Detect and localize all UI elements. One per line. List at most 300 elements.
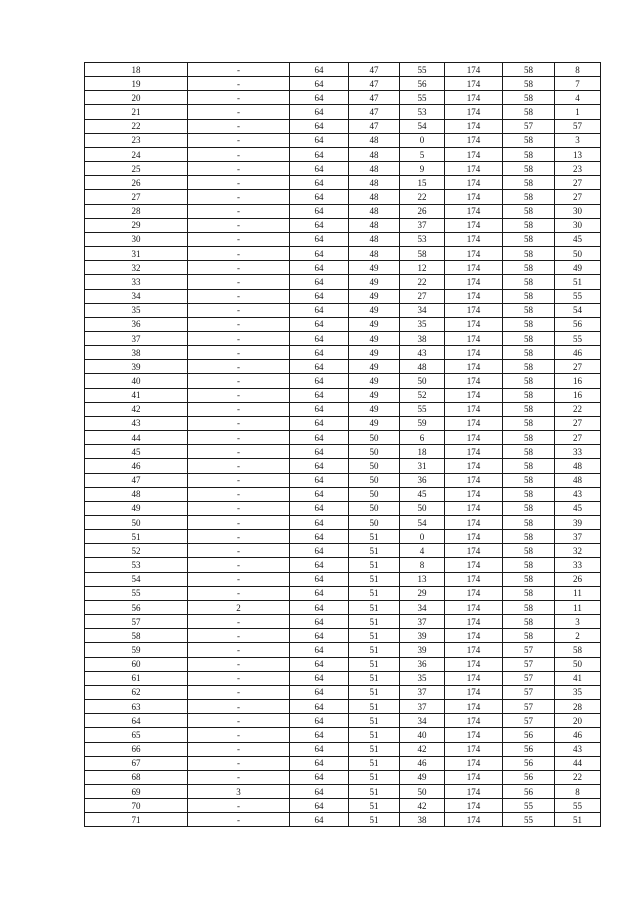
table-cell-col-e: 58 [503, 487, 555, 501]
table-cell-col-a: 64 [290, 204, 349, 218]
table-cell-col-a: 64 [290, 799, 349, 813]
table-cell-row-number: 33 [85, 275, 188, 289]
table-cell-col-f: 44 [555, 756, 601, 770]
table-cell-col-f: 46 [555, 728, 601, 742]
table-cell-col-e: 58 [503, 247, 555, 261]
table-cell-col-b: 47 [349, 91, 400, 105]
table-cell-col-e: 57 [503, 685, 555, 699]
table-cell-marker: 3 [188, 784, 290, 798]
table-cell-marker: - [188, 388, 290, 402]
table-cell-col-e: 58 [503, 261, 555, 275]
table-cell-col-d: 174 [445, 388, 503, 402]
table-cell-col-d: 174 [445, 558, 503, 572]
table-cell-col-c: 53 [400, 105, 445, 119]
table-cell-marker: - [188, 586, 290, 600]
table-cell-col-c: 50 [400, 501, 445, 515]
table-cell-col-f: 33 [555, 558, 601, 572]
table-cell-col-b: 51 [349, 615, 400, 629]
table-cell-col-f: 22 [555, 770, 601, 784]
table-row [85, 105, 601, 119]
table-cell-col-e: 57 [503, 657, 555, 671]
table-cell-col-d: 174 [445, 204, 503, 218]
table-cell-col-a: 64 [290, 530, 349, 544]
table-cell-col-c: 38 [400, 813, 445, 827]
table-cell-marker: - [188, 402, 290, 416]
table-cell-col-f: 2 [555, 629, 601, 643]
table-cell-col-f: 8 [555, 63, 601, 77]
table-row [85, 176, 601, 190]
table-cell-col-b: 47 [349, 63, 400, 77]
table-row [85, 162, 601, 176]
table-cell-col-b: 51 [349, 799, 400, 813]
table-cell-col-c: 35 [400, 671, 445, 685]
table-row [85, 147, 601, 161]
table-cell-col-f: 13 [555, 147, 601, 161]
table-cell-col-b: 48 [349, 204, 400, 218]
table-cell-col-d: 174 [445, 700, 503, 714]
table-cell-col-f: 3 [555, 615, 601, 629]
table-cell-col-b: 51 [349, 784, 400, 798]
table-cell-col-e: 57 [503, 643, 555, 657]
table-cell-row-number: 60 [85, 657, 188, 671]
table-cell-col-e: 58 [503, 558, 555, 572]
table-cell-col-d: 174 [445, 770, 503, 784]
table-cell-col-f: 57 [555, 119, 601, 133]
table-cell-col-e: 56 [503, 770, 555, 784]
table-cell-col-d: 174 [445, 615, 503, 629]
table-cell-row-number: 69 [85, 784, 188, 798]
table-cell-col-e: 58 [503, 204, 555, 218]
table-row [85, 331, 601, 345]
table-cell-col-c: 54 [400, 119, 445, 133]
table-cell-col-f: 51 [555, 813, 601, 827]
table-cell-row-number: 66 [85, 742, 188, 756]
table-cell-row-number: 65 [85, 728, 188, 742]
table-cell-col-e: 57 [503, 700, 555, 714]
table-cell-col-a: 64 [290, 190, 349, 204]
table-cell-col-a: 64 [290, 91, 349, 105]
table-cell-col-b: 51 [349, 700, 400, 714]
table-cell-col-e: 56 [503, 784, 555, 798]
table-cell-col-e: 58 [503, 572, 555, 586]
table-cell-col-c: 59 [400, 416, 445, 430]
table-row [85, 232, 601, 246]
table-cell-col-c: 43 [400, 346, 445, 360]
table-cell-col-f: 49 [555, 261, 601, 275]
table-cell-marker: - [188, 756, 290, 770]
table-cell-col-d: 174 [445, 756, 503, 770]
table-cell-col-f: 39 [555, 516, 601, 530]
table-cell-marker: - [188, 232, 290, 246]
table-cell-marker: - [188, 317, 290, 331]
table-cell-row-number: 49 [85, 501, 188, 515]
table-cell-col-f: 3 [555, 133, 601, 147]
table-cell-col-a: 64 [290, 289, 349, 303]
table-cell-col-b: 50 [349, 501, 400, 515]
table-cell-marker: - [188, 728, 290, 742]
table-cell-col-d: 174 [445, 586, 503, 600]
table-cell-row-number: 56 [85, 600, 188, 614]
table-cell-col-d: 174 [445, 487, 503, 501]
table-cell-col-a: 64 [290, 388, 349, 402]
table-cell-col-e: 58 [503, 190, 555, 204]
table-row [85, 657, 601, 671]
table-cell-row-number: 40 [85, 374, 188, 388]
table-cell-col-f: 23 [555, 162, 601, 176]
table-row [85, 303, 601, 317]
table-cell-col-c: 0 [400, 133, 445, 147]
table-cell-row-number: 63 [85, 700, 188, 714]
table-cell-col-c: 0 [400, 530, 445, 544]
table-cell-col-d: 174 [445, 544, 503, 558]
table-cell-col-c: 54 [400, 516, 445, 530]
table-cell-col-c: 5 [400, 147, 445, 161]
table-cell-marker: - [188, 91, 290, 105]
table-cell-col-b: 48 [349, 232, 400, 246]
table-cell-col-b: 49 [349, 374, 400, 388]
table-cell-col-b: 48 [349, 218, 400, 232]
table-row [85, 119, 601, 133]
table-cell-col-f: 54 [555, 303, 601, 317]
table-cell-row-number: 27 [85, 190, 188, 204]
table-cell-row-number: 31 [85, 247, 188, 261]
table-cell-col-d: 174 [445, 91, 503, 105]
table-cell-row-number: 32 [85, 261, 188, 275]
table-cell-row-number: 50 [85, 516, 188, 530]
table-cell-col-d: 174 [445, 360, 503, 374]
data-table [84, 62, 601, 827]
table-cell-row-number: 48 [85, 487, 188, 501]
table-cell-col-e: 58 [503, 445, 555, 459]
table-cell-col-c: 9 [400, 162, 445, 176]
table-cell-col-b: 49 [349, 416, 400, 430]
table-cell-col-c: 36 [400, 657, 445, 671]
table-cell-col-a: 64 [290, 784, 349, 798]
table-cell-row-number: 37 [85, 331, 188, 345]
table-cell-row-number: 30 [85, 232, 188, 246]
table-cell-col-d: 174 [445, 516, 503, 530]
table-cell-col-a: 64 [290, 501, 349, 515]
table-cell-col-b: 51 [349, 813, 400, 827]
table-cell-col-a: 64 [290, 218, 349, 232]
table-cell-col-c: 49 [400, 770, 445, 784]
table-cell-col-a: 64 [290, 770, 349, 784]
table-cell-col-d: 174 [445, 501, 503, 515]
table-cell-col-b: 50 [349, 445, 400, 459]
table-cell-col-d: 174 [445, 346, 503, 360]
table-cell-col-f: 43 [555, 487, 601, 501]
table-cell-col-d: 174 [445, 714, 503, 728]
table-cell-col-e: 57 [503, 119, 555, 133]
table-cell-col-e: 58 [503, 431, 555, 445]
table-cell-col-b: 51 [349, 714, 400, 728]
table-cell-col-a: 64 [290, 714, 349, 728]
table-cell-col-b: 48 [349, 162, 400, 176]
table-cell-col-d: 174 [445, 657, 503, 671]
table-row [85, 204, 601, 218]
table-cell-col-a: 64 [290, 303, 349, 317]
table-cell-col-b: 51 [349, 629, 400, 643]
table-cell-col-b: 49 [349, 275, 400, 289]
table-cell-col-a: 64 [290, 629, 349, 643]
table-cell-row-number: 58 [85, 629, 188, 643]
table-cell-marker: - [188, 63, 290, 77]
table-cell-marker: - [188, 445, 290, 459]
table-row [85, 261, 601, 275]
table-cell-col-e: 55 [503, 799, 555, 813]
table-cell-col-c: 34 [400, 600, 445, 614]
table-cell-row-number: 29 [85, 218, 188, 232]
table-cell-col-b: 49 [349, 346, 400, 360]
table-cell-col-c: 22 [400, 190, 445, 204]
table-cell-marker: - [188, 204, 290, 218]
table-cell-col-d: 174 [445, 190, 503, 204]
table-cell-col-b: 47 [349, 119, 400, 133]
table-cell-marker: - [188, 685, 290, 699]
table-cell-marker: - [188, 176, 290, 190]
table-row [85, 289, 601, 303]
table-cell-col-a: 64 [290, 402, 349, 416]
table-cell-col-a: 64 [290, 671, 349, 685]
table-cell-col-d: 174 [445, 133, 503, 147]
table-row [85, 544, 601, 558]
table-cell-col-f: 46 [555, 346, 601, 360]
table-row [85, 813, 601, 827]
table-cell-col-a: 64 [290, 374, 349, 388]
table-cell-col-d: 174 [445, 643, 503, 657]
table-cell-col-f: 48 [555, 459, 601, 473]
table-cell-marker: - [188, 657, 290, 671]
table-cell-col-c: 56 [400, 77, 445, 91]
table-cell-marker: - [188, 558, 290, 572]
table-cell-col-a: 64 [290, 685, 349, 699]
table-cell-col-d: 174 [445, 459, 503, 473]
table-cell-col-f: 27 [555, 431, 601, 445]
table-cell-col-d: 174 [445, 402, 503, 416]
table-row [85, 445, 601, 459]
table-cell-col-f: 50 [555, 657, 601, 671]
table-cell-col-a: 64 [290, 813, 349, 827]
table-row [85, 516, 601, 530]
table-cell-col-c: 36 [400, 473, 445, 487]
table-cell-col-f: 16 [555, 388, 601, 402]
table-cell-col-f: 26 [555, 572, 601, 586]
table-cell-col-b: 48 [349, 133, 400, 147]
table-cell-col-f: 35 [555, 685, 601, 699]
table-cell-col-d: 174 [445, 162, 503, 176]
table-cell-marker: - [188, 119, 290, 133]
table-cell-col-d: 174 [445, 629, 503, 643]
table-cell-col-c: 37 [400, 700, 445, 714]
table-cell-row-number: 54 [85, 572, 188, 586]
table-cell-col-e: 58 [503, 346, 555, 360]
table-cell-col-d: 174 [445, 445, 503, 459]
table-cell-col-b: 51 [349, 756, 400, 770]
table-cell-col-c: 42 [400, 799, 445, 813]
table-row [85, 530, 601, 544]
table-cell-col-b: 50 [349, 473, 400, 487]
table-cell-marker: - [188, 218, 290, 232]
table-cell-marker: - [188, 360, 290, 374]
table-cell-col-b: 50 [349, 431, 400, 445]
table-cell-col-f: 11 [555, 600, 601, 614]
table-cell-col-b: 50 [349, 459, 400, 473]
table-cell-col-f: 48 [555, 473, 601, 487]
table-cell-col-e: 58 [503, 331, 555, 345]
table-cell-col-e: 58 [503, 105, 555, 119]
table-cell-col-a: 64 [290, 643, 349, 657]
table-cell-row-number: 19 [85, 77, 188, 91]
table-cell-col-e: 58 [503, 218, 555, 232]
table-cell-col-c: 55 [400, 402, 445, 416]
table-cell-col-c: 13 [400, 572, 445, 586]
table-cell-col-e: 56 [503, 742, 555, 756]
table-cell-row-number: 39 [85, 360, 188, 374]
table-cell-col-b: 51 [349, 544, 400, 558]
table-cell-col-c: 34 [400, 303, 445, 317]
table-cell-col-e: 58 [503, 629, 555, 643]
table-row [85, 218, 601, 232]
table-cell-row-number: 62 [85, 685, 188, 699]
table-cell-col-f: 4 [555, 91, 601, 105]
table-row [85, 572, 601, 586]
table-cell-col-e: 55 [503, 813, 555, 827]
table-cell-col-a: 64 [290, 317, 349, 331]
table-cell-col-e: 58 [503, 416, 555, 430]
table-cell-marker: - [188, 487, 290, 501]
table-cell-col-a: 64 [290, 162, 349, 176]
table-row [85, 770, 601, 784]
table-cell-row-number: 52 [85, 544, 188, 558]
table-cell-col-b: 48 [349, 176, 400, 190]
table-cell-col-c: 58 [400, 247, 445, 261]
table-cell-col-f: 27 [555, 176, 601, 190]
table-cell-col-e: 58 [503, 615, 555, 629]
table-cell-col-a: 64 [290, 416, 349, 430]
table-cell-row-number: 53 [85, 558, 188, 572]
table-row [85, 63, 601, 77]
table-cell-col-b: 50 [349, 487, 400, 501]
table-cell-col-b: 51 [349, 558, 400, 572]
table-cell-col-d: 174 [445, 374, 503, 388]
table-row [85, 360, 601, 374]
table-cell-col-a: 64 [290, 728, 349, 742]
table-cell-marker: - [188, 459, 290, 473]
table-cell-col-c: 50 [400, 374, 445, 388]
table-cell-marker: - [188, 247, 290, 261]
table-cell-col-a: 64 [290, 445, 349, 459]
table-cell-row-number: 42 [85, 402, 188, 416]
table-row [85, 700, 601, 714]
table-cell-col-c: 22 [400, 275, 445, 289]
table-cell-col-c: 55 [400, 91, 445, 105]
table-cell-col-c: 37 [400, 218, 445, 232]
table-cell-col-e: 58 [503, 501, 555, 515]
table-cell-col-d: 174 [445, 105, 503, 119]
table-row [85, 388, 601, 402]
table-cell-row-number: 26 [85, 176, 188, 190]
table-cell-col-f: 43 [555, 742, 601, 756]
table-cell-col-d: 174 [445, 530, 503, 544]
table-cell-row-number: 59 [85, 643, 188, 657]
table-cell-marker: - [188, 516, 290, 530]
table-cell-marker: - [188, 799, 290, 813]
table-cell-row-number: 45 [85, 445, 188, 459]
table-cell-col-b: 49 [349, 331, 400, 345]
table-cell-row-number: 44 [85, 431, 188, 445]
table-row [85, 600, 601, 614]
table-cell-row-number: 70 [85, 799, 188, 813]
table-cell-marker: - [188, 629, 290, 643]
table-cell-col-a: 64 [290, 147, 349, 161]
table-cell-col-f: 11 [555, 586, 601, 600]
table-row [85, 416, 601, 430]
table-row [85, 487, 601, 501]
table-cell-marker: - [188, 643, 290, 657]
table-cell-col-f: 8 [555, 784, 601, 798]
table-cell-marker: - [188, 261, 290, 275]
table-cell-col-a: 64 [290, 275, 349, 289]
table-cell-col-d: 174 [445, 247, 503, 261]
table-cell-col-a: 64 [290, 360, 349, 374]
table-cell-col-a: 64 [290, 657, 349, 671]
table-row [85, 459, 601, 473]
table-cell-col-e: 58 [503, 600, 555, 614]
table-cell-row-number: 22 [85, 119, 188, 133]
table-cell-col-d: 174 [445, 799, 503, 813]
table-cell-marker: - [188, 813, 290, 827]
table-cell-marker: - [188, 147, 290, 161]
table-row [85, 431, 601, 445]
table-cell-col-f: 30 [555, 218, 601, 232]
table-cell-col-f: 7 [555, 77, 601, 91]
table-cell-col-e: 56 [503, 728, 555, 742]
table-cell-col-e: 58 [503, 586, 555, 600]
table-row [85, 473, 601, 487]
table-cell-col-e: 58 [503, 63, 555, 77]
table-cell-row-number: 21 [85, 105, 188, 119]
table-cell-marker: - [188, 572, 290, 586]
table-cell-row-number: 20 [85, 91, 188, 105]
table-cell-col-d: 174 [445, 147, 503, 161]
table-cell-col-f: 27 [555, 416, 601, 430]
table-cell-col-d: 174 [445, 600, 503, 614]
table-cell-col-c: 18 [400, 445, 445, 459]
table-cell-col-f: 55 [555, 289, 601, 303]
table-cell-row-number: 61 [85, 671, 188, 685]
table-cell-col-f: 45 [555, 501, 601, 515]
table-cell-col-f: 30 [555, 204, 601, 218]
table-cell-col-e: 58 [503, 374, 555, 388]
table-cell-col-f: 22 [555, 402, 601, 416]
table-cell-col-a: 64 [290, 600, 349, 614]
table-cell-col-b: 51 [349, 685, 400, 699]
table-cell-col-f: 1 [555, 105, 601, 119]
table-cell-marker: - [188, 714, 290, 728]
table-cell-col-d: 174 [445, 784, 503, 798]
table-cell-col-c: 34 [400, 714, 445, 728]
table-cell-row-number: 46 [85, 459, 188, 473]
table-cell-col-f: 37 [555, 530, 601, 544]
table-cell-col-a: 64 [290, 473, 349, 487]
table-cell-row-number: 51 [85, 530, 188, 544]
table-cell-marker: - [188, 501, 290, 515]
table-cell-col-d: 174 [445, 289, 503, 303]
table-cell-col-d: 174 [445, 431, 503, 445]
table-cell-col-a: 64 [290, 105, 349, 119]
table-cell-row-number: 38 [85, 346, 188, 360]
table-cell-col-c: 4 [400, 544, 445, 558]
